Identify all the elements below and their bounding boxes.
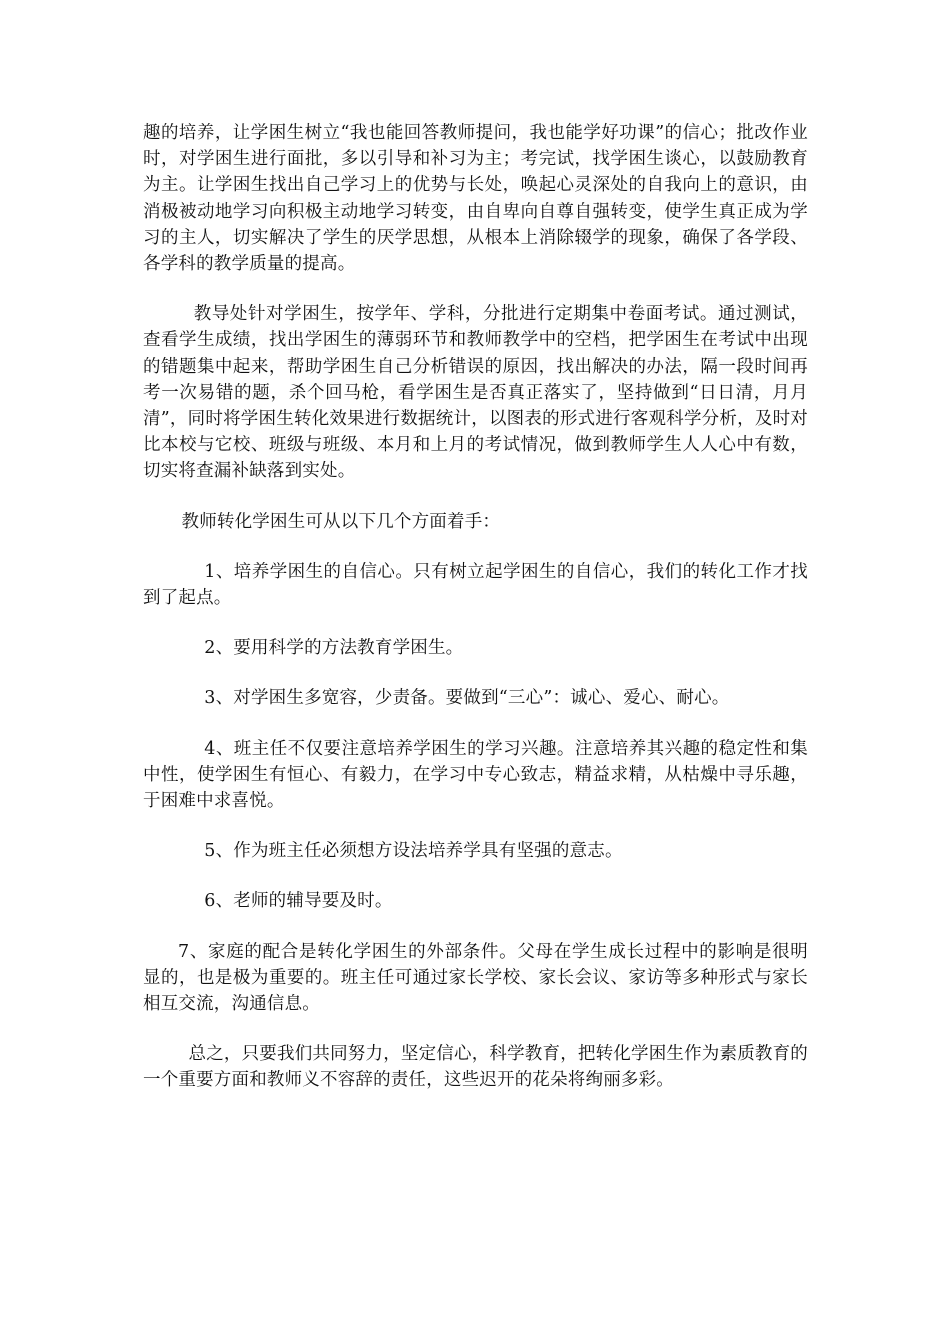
document-body: [143, 120, 808, 1118]
list-item-3: 3、对学困生多宽容，少责备。要做到“三心”：诚心、爱心、耐心。: [204, 688, 730, 709]
paragraph-exam-policy: 教导处针对学困生，按学年、学科，分批进行定期集中卷面考试。通过测试，查看学生成绩，找出学困生的薄弱环节和教师教学中的空档，把学困生在考试中出现的错题集中起来，帮助学困生自己分析错误的原因，找出解决的办法，隔一段时间再考一次易错的题，杀个回马枪，看学困生是否真正落实了，坚持做到“日日清，月月清”，同时将学困生转化效果进行数据统计，以图表的形式进行客观科学分析，及时对比本校与它校、班级与班级、本月和上月的考试情况，做到教师学生人人心中有数，切实将查漏补缺落到实处。: [143, 304, 808, 482]
list-item-4: 4、班主任不仅要注意培养学困生的学习兴趣。注意培养其兴趣的稳定性和集中性，使学困生有恒心、有毅力，在学习中专心致志，精益求精，从枯燥中寻乐趣，于困难中求喜悦。: [143, 738, 808, 812]
list-item-7: 7、家庭的配合是转化学困生的外部条件。父母在学生成长过程中的影响是很明显的，也是极为重要的。班主任可通过家长学校、家长会议、家访等多种形式与家长相互交流，沟通信息。: [143, 941, 808, 1015]
paragraph-methods-intro: 教师转化学困生可从以下几个方面着手：: [181, 511, 501, 532]
list-item-6: 6、老师的辅导要及时。: [204, 891, 393, 912]
paragraph-continuation: 趣的培养，让学困生树立“我也能回答教师提问，我也能学好功课”的信心；批改作业时，对学困生进行面批，多以引导和补习为主；考完试，找学困生谈心，以鼓励教育为主。让学困生找出自己学习上的优势与长处，唤起心灵深处的自我向上的意识，由消极被动地学习向积极主动地学习转变，由自卑向自尊自强转变，使学生真正成为学习的主人，切实解决了学生的厌学思想，从根本上消除辍学的现象，确保了各学段、各学科的教学质量的提高。: [143, 123, 808, 275]
list-item-1: 1、培养学困生的自信心。只有树立起学困生的自信心，我们的转化工作才找到了起点。: [143, 561, 808, 609]
paragraph-conclusion: 总之，只要我们共同努力，坚定信心，科学教育，把转化学困生作为素质教育的一个重要方面和教师义不容辞的责任，这些迟开的花朵将绚丽多彩。: [143, 1044, 808, 1091]
list-item-5: 5、作为班主任必须想方设法培养学具有坚强的意志。: [204, 841, 623, 862]
list-item-2: 2、要用科学的方法教育学困生。: [204, 638, 464, 659]
